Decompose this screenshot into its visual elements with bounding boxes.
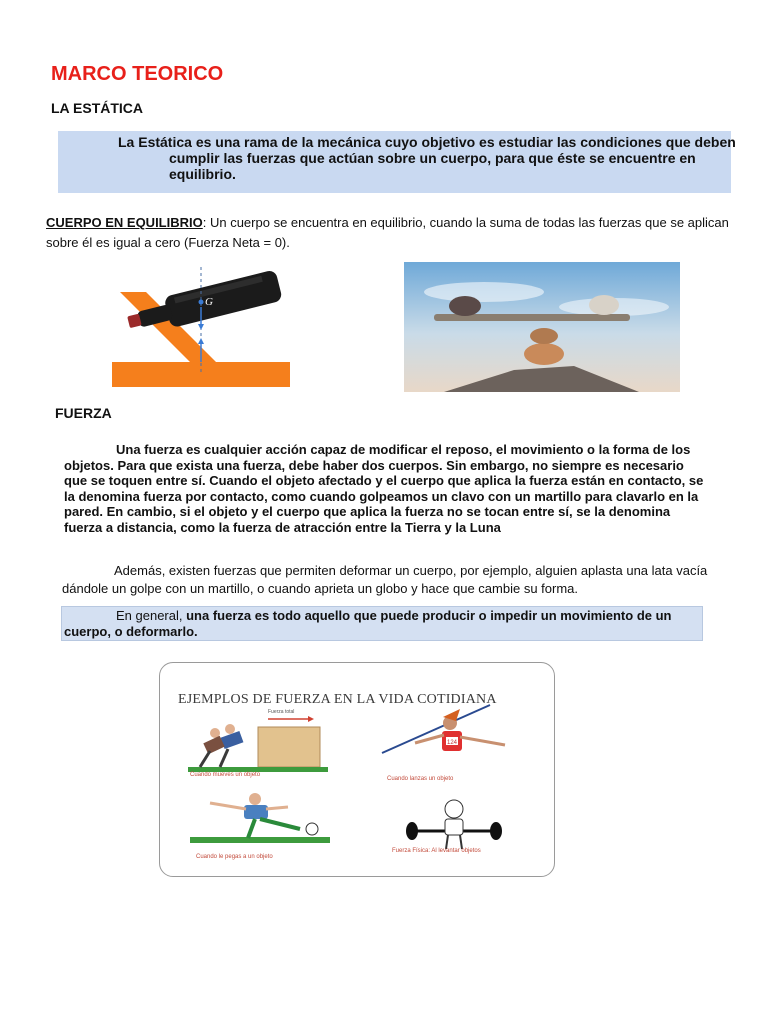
center-of-mass-label: G [205,296,213,308]
pushing-box-illustration [188,709,328,772]
caption-mover: Cuando mueves un objeto [190,772,261,778]
general-bold-text: una fuerza es todo aquello que puede producir o impedir un movimiento de un cuerpo, o deformarlo. [64,608,672,639]
examples-illustrations [160,663,554,876]
equilibrio-term: CUERPO EN EQUILIBRIO [46,215,203,230]
section-heading-fuerza: FUERZA [55,405,112,421]
estatica-definition: La Estática es una rama de la mecánica cuyo objetivo es estudiar las condiciones que deben cumplir las fuerzas que actúan sobre un cuerpo, para que éste se encuentre en equilibrio. [118,134,736,182]
balanced-stones-photo [404,262,680,392]
weightlifter-illustration [406,800,502,849]
page-title: MARCO TEORICO [51,63,224,85]
ademas-paragraph [62,562,722,598]
equilibrio-text: : Un cuerpo se encuentra en equilibrio, cuando la suma de todas las fuerzas que se aplican sobre él es igual a cero (Fuerza Neta = 0). [46,215,729,250]
caption-levantar: Fuerza Física: Al levantar objetos [392,848,481,854]
caption-lanzar: Cuando lanzas un objeto [387,776,454,782]
examples-card [159,662,555,877]
equilibrio-paragraph [46,213,736,253]
stone-stack [524,343,564,365]
caption-pegar: Cuando le pegas a un objeto [196,854,273,860]
section-heading-estatica: LA ESTÁTICA [51,100,144,116]
fuerza-text: Una fuerza es cualquier acción capaz de modificar el reposo, el movimiento o la forma de los objetos. Para que exista una fuerza, debe haber dos cuerpos. Sin embargo, no siempre es necesario que se toquen entre sí. Cuando el objeto afectado y el cuerpo que aplica la fuerza están en contacto, se la denomina fuerza por contacto, como cuando golpeamos un clavo con un martillo para clavarlo en la pared. En cambio, si el objeto y el cuerpo que aplica la fuerza no se tocan entre sí, se la denomina fuerza a distancia, como la fuerza de atracción entre la Tierra y la Luna [64,442,704,535]
fuerza-paragraph [64,442,704,535]
light-stone [589,295,619,315]
general-prefix: En general, [116,608,187,623]
definition-box [58,131,736,193]
javelin-thrower-illustration [382,705,505,753]
center-of-mass-point [199,300,204,305]
bib-number: 124 [447,740,458,746]
arrow-label: Fuerza total [268,709,295,715]
examples-title: EJEMPLOS DE FUERZA EN LA VIDA COTIDIANA [178,692,497,707]
bottle-balance-figure [106,262,296,392]
dark-stone [449,296,481,316]
ademas-text: Además, existen fuerzas que permiten deformar un cuerpo, por ejemplo, alguien aplasta una lata vacía dándole un golpe con un martillo, o cuando aprieta un globo y hace que cambie su forma. [62,563,708,596]
general-definition-box [61,606,703,641]
kicking-ball-illustration [190,793,330,843]
